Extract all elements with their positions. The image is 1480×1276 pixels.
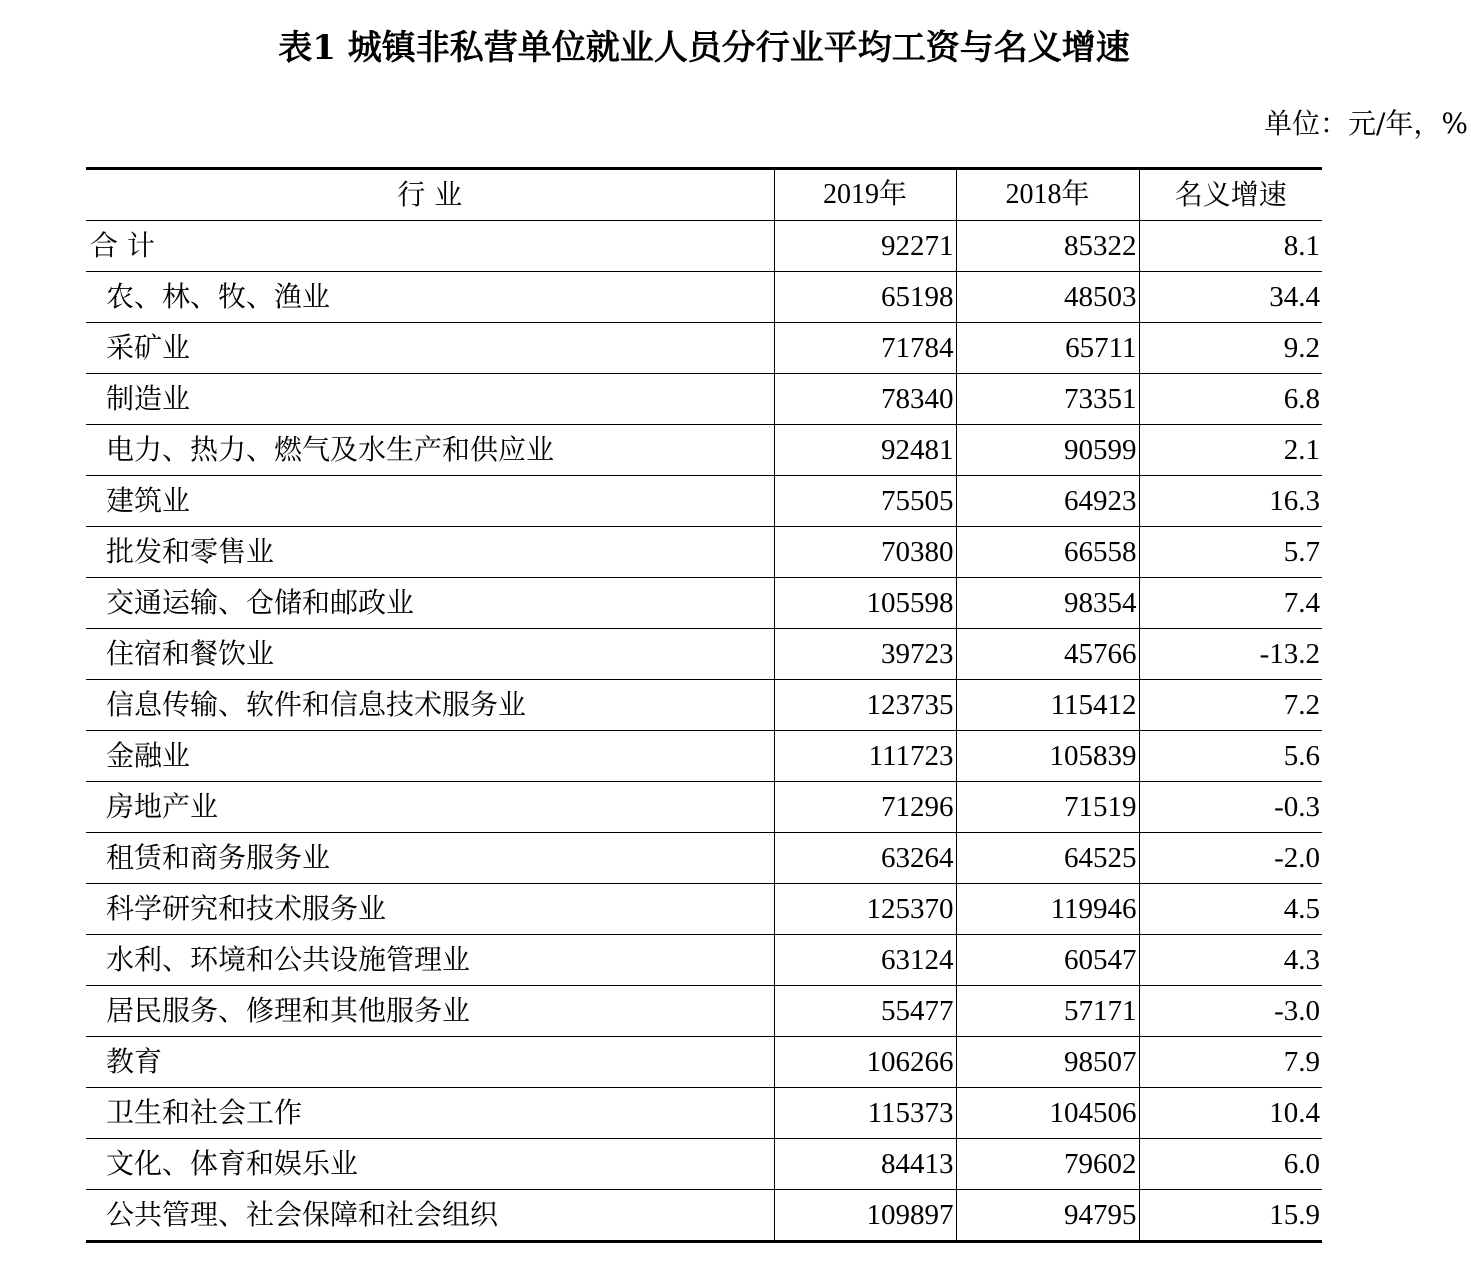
- growth-cell: -3.0: [1139, 986, 1322, 1037]
- growth-cell: 9.2: [1139, 323, 1322, 374]
- header-growth: 名义增速: [1139, 169, 1322, 221]
- wage-2019-cell: 55477: [774, 986, 956, 1037]
- wage-2018-cell: 104506: [956, 1088, 1139, 1139]
- growth-cell: 5.6: [1139, 731, 1322, 782]
- wage-2018-cell: 64525: [956, 833, 1139, 884]
- growth-cell: 6.0: [1139, 1139, 1322, 1190]
- wage-2019-cell: 109897: [774, 1190, 956, 1242]
- industry-cell: 金融业: [86, 731, 774, 782]
- wage-2018-cell: 105839: [956, 731, 1139, 782]
- table-row: [86, 272, 1322, 323]
- industry-cell: 科学研究和技术服务业: [86, 884, 774, 935]
- table-title: 表1 城镇非私营单位就业人员分行业平均工资与名义增速: [278, 28, 1130, 68]
- table-row: [86, 1139, 1322, 1190]
- wage-2019-cell: 111723: [774, 731, 956, 782]
- growth-cell: 5.7: [1139, 527, 1322, 578]
- industry-cell: 制造业: [86, 374, 774, 425]
- industry-cell: 信息传输、软件和信息技术服务业: [86, 680, 774, 731]
- table-row: [86, 1088, 1322, 1139]
- wage-2019-cell: 65198: [774, 272, 956, 323]
- wage-2018-cell: 65711: [956, 323, 1139, 374]
- wage-2019-cell: 105598: [774, 578, 956, 629]
- wage-2018-cell: 71519: [956, 782, 1139, 833]
- growth-cell: -2.0: [1139, 833, 1322, 884]
- table-row: [86, 986, 1322, 1037]
- wage-2019-cell: 78340: [774, 374, 956, 425]
- wage-2018-cell: 115412: [956, 680, 1139, 731]
- wage-2018-cell: 98354: [956, 578, 1139, 629]
- table-row: [86, 833, 1322, 884]
- wage-2019-cell: 71296: [774, 782, 956, 833]
- table-row: [86, 323, 1322, 374]
- growth-cell: 7.9: [1139, 1037, 1322, 1088]
- header-2019: 2019年: [774, 169, 956, 221]
- wage-2018-cell: 119946: [956, 884, 1139, 935]
- industry-cell: 教育: [86, 1037, 774, 1088]
- table-row: [86, 578, 1322, 629]
- industry-cell: 交通运输、仓储和邮政业: [86, 578, 774, 629]
- table-row: [86, 680, 1322, 731]
- table-row: [86, 425, 1322, 476]
- wage-table: [86, 167, 1322, 1243]
- wage-2019-cell: 63124: [774, 935, 956, 986]
- wage-2019-cell: 70380: [774, 527, 956, 578]
- growth-cell: 6.8: [1139, 374, 1322, 425]
- growth-cell: 15.9: [1139, 1190, 1322, 1242]
- wage-2018-cell: 57171: [956, 986, 1139, 1037]
- wage-2019-cell: 71784: [774, 323, 956, 374]
- wage-2019-cell: 75505: [774, 476, 956, 527]
- industry-cell: 电力、热力、燃气及水生产和供应业: [86, 425, 774, 476]
- table-body: [86, 221, 1322, 1242]
- growth-cell: 8.1: [1139, 221, 1322, 272]
- industry-cell: 农、林、牧、渔业: [86, 272, 774, 323]
- unit-label: 单位：元/年，%: [1263, 107, 1468, 140]
- header-industry: 行 业: [86, 169, 774, 221]
- wage-2018-cell: 98507: [956, 1037, 1139, 1088]
- industry-cell: 租赁和商务服务业: [86, 833, 774, 884]
- wage-2019-cell: 123735: [774, 680, 956, 731]
- table-row: [86, 935, 1322, 986]
- table-row: [86, 629, 1322, 680]
- industry-cell: 建筑业: [86, 476, 774, 527]
- table-row: [86, 884, 1322, 935]
- table-row: [86, 374, 1322, 425]
- growth-cell: 2.1: [1139, 425, 1322, 476]
- wage-2018-cell: 94795: [956, 1190, 1139, 1242]
- industry-cell: 水利、环境和公共设施管理业: [86, 935, 774, 986]
- header-2018: 2018年: [956, 169, 1139, 221]
- growth-cell: 16.3: [1139, 476, 1322, 527]
- wage-2019-cell: 92481: [774, 425, 956, 476]
- growth-cell: 10.4: [1139, 1088, 1322, 1139]
- growth-cell: -13.2: [1139, 629, 1322, 680]
- wage-2019-cell: 84413: [774, 1139, 956, 1190]
- growth-cell: 4.3: [1139, 935, 1322, 986]
- industry-cell: 房地产业: [86, 782, 774, 833]
- growth-cell: 4.5: [1139, 884, 1322, 935]
- growth-cell: 34.4: [1139, 272, 1322, 323]
- industry-cell: 住宿和餐饮业: [86, 629, 774, 680]
- table-row: [86, 731, 1322, 782]
- wage-2019-cell: 106266: [774, 1037, 956, 1088]
- table-row: [86, 476, 1322, 527]
- growth-cell: -0.3: [1139, 782, 1322, 833]
- wage-2018-cell: 66558: [956, 527, 1139, 578]
- wage-2019-cell: 63264: [774, 833, 956, 884]
- wage-2019-cell: 92271: [774, 221, 956, 272]
- wage-2018-cell: 85322: [956, 221, 1139, 272]
- industry-cell: 卫生和社会工作: [86, 1088, 774, 1139]
- table-row: [86, 782, 1322, 833]
- table-row: [86, 527, 1322, 578]
- growth-cell: 7.4: [1139, 578, 1322, 629]
- wage-2018-cell: 45766: [956, 629, 1139, 680]
- industry-cell: 文化、体育和娱乐业: [86, 1139, 774, 1190]
- wage-2018-cell: 60547: [956, 935, 1139, 986]
- wage-2018-cell: 79602: [956, 1139, 1139, 1190]
- wage-2018-cell: 90599: [956, 425, 1139, 476]
- header-row: [86, 169, 1322, 221]
- wage-2018-cell: 48503: [956, 272, 1139, 323]
- wage-2019-cell: 125370: [774, 884, 956, 935]
- industry-cell: 合 计: [86, 221, 774, 272]
- wage-2019-cell: 39723: [774, 629, 956, 680]
- table-row: [86, 1190, 1322, 1242]
- growth-cell: 7.2: [1139, 680, 1322, 731]
- wage-2019-cell: 115373: [774, 1088, 956, 1139]
- wage-2018-cell: 73351: [956, 374, 1139, 425]
- industry-cell: 居民服务、修理和其他服务业: [86, 986, 774, 1037]
- table-row: [86, 221, 1322, 272]
- industry-cell: 采矿业: [86, 323, 774, 374]
- table-row: [86, 1037, 1322, 1088]
- wage-2018-cell: 64923: [956, 476, 1139, 527]
- industry-cell: 批发和零售业: [86, 527, 774, 578]
- industry-cell: 公共管理、社会保障和社会组织: [106, 1198, 499, 1231]
